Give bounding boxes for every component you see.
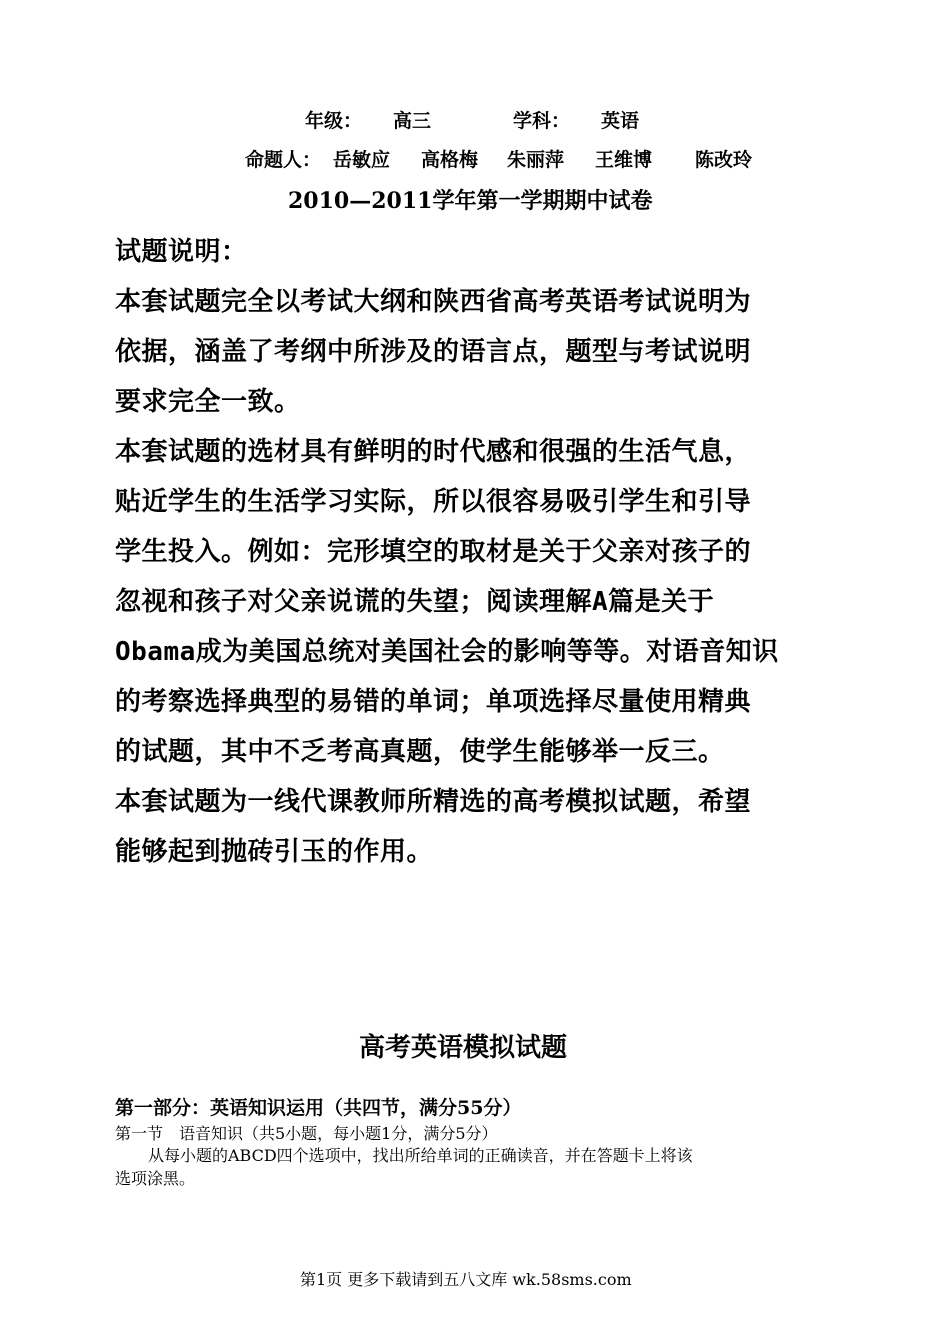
explanation-line: 要求完全一致。 <box>115 387 301 417</box>
page-footer: 第1页 更多下载请到五八文库 wk.58sms.com <box>300 1270 632 1289</box>
explanation-line: 能够起到抛砖引玉的作用。 <box>115 837 434 867</box>
instruction-text: 从每小题的ABCD四个选项中，找出所给单词的正确读音，并在答题卡上将该 <box>148 1146 693 1165</box>
explanation-line: 忽视和孩子对父亲说谎的失望；阅读理解A篇是关于 <box>115 587 715 617</box>
authors-label: 命题人： <box>245 149 322 171</box>
explanation-line: 学生投入。例如：完形填空的取材是关于父亲对孩子的 <box>115 537 752 567</box>
author-name: 朱丽萍 <box>507 149 565 171</box>
subject-label: 学科： <box>513 110 571 132</box>
section-one-heading: 第一节 语音知识（共5小题，每小题1分，满分5分） <box>115 1124 498 1143</box>
author-name: 岳敏应 <box>333 149 391 171</box>
grade-value: 高三 <box>393 110 432 132</box>
part-one-heading: 第一部分：英语知识运用（共四节，满分55分） <box>115 1097 522 1119</box>
exam-paper-title: 2010—2011学年第一学期期中试卷 <box>288 188 653 214</box>
author-name: 陈改玲 <box>695 149 753 171</box>
explanation-heading: 试题说明： <box>115 237 248 267</box>
explanation-line: 贴近学生的生活学习实际，所以很容易吸引学生和引导 <box>115 487 752 517</box>
explanation-line: 本套试题为一线代课教师所精选的高考模拟试题，希望 <box>115 787 752 817</box>
author-name: 高格梅 <box>421 149 479 171</box>
explanation-line: 的试题，其中不乏考高真题，使学生能够举一反三。 <box>115 737 725 767</box>
explanation-line: 的考察选择典型的易错的单词；单项选择尽量使用精典 <box>115 687 752 717</box>
explanation-line: 本套试题的选材具有鲜明的时代感和很强的生活气息， <box>115 437 752 467</box>
instruction-text: 选项涂黑。 <box>115 1169 196 1188</box>
exam-title: 高考英语模拟试题 <box>359 1033 568 1063</box>
grade-label: 年级： <box>305 110 363 132</box>
explanation-line: 依据，涵盖了考纲中所涉及的语言点，题型与考试说明 <box>115 337 752 367</box>
subject-value: 英语 <box>601 110 640 132</box>
explanation-line: Obama成为美国总统对美国社会的影响等等。对语音知识 <box>115 637 779 667</box>
author-name: 王维博 <box>595 149 653 171</box>
explanation-line: 本套试题完全以考试大纲和陕西省高考英语考试说明为 <box>115 287 752 317</box>
